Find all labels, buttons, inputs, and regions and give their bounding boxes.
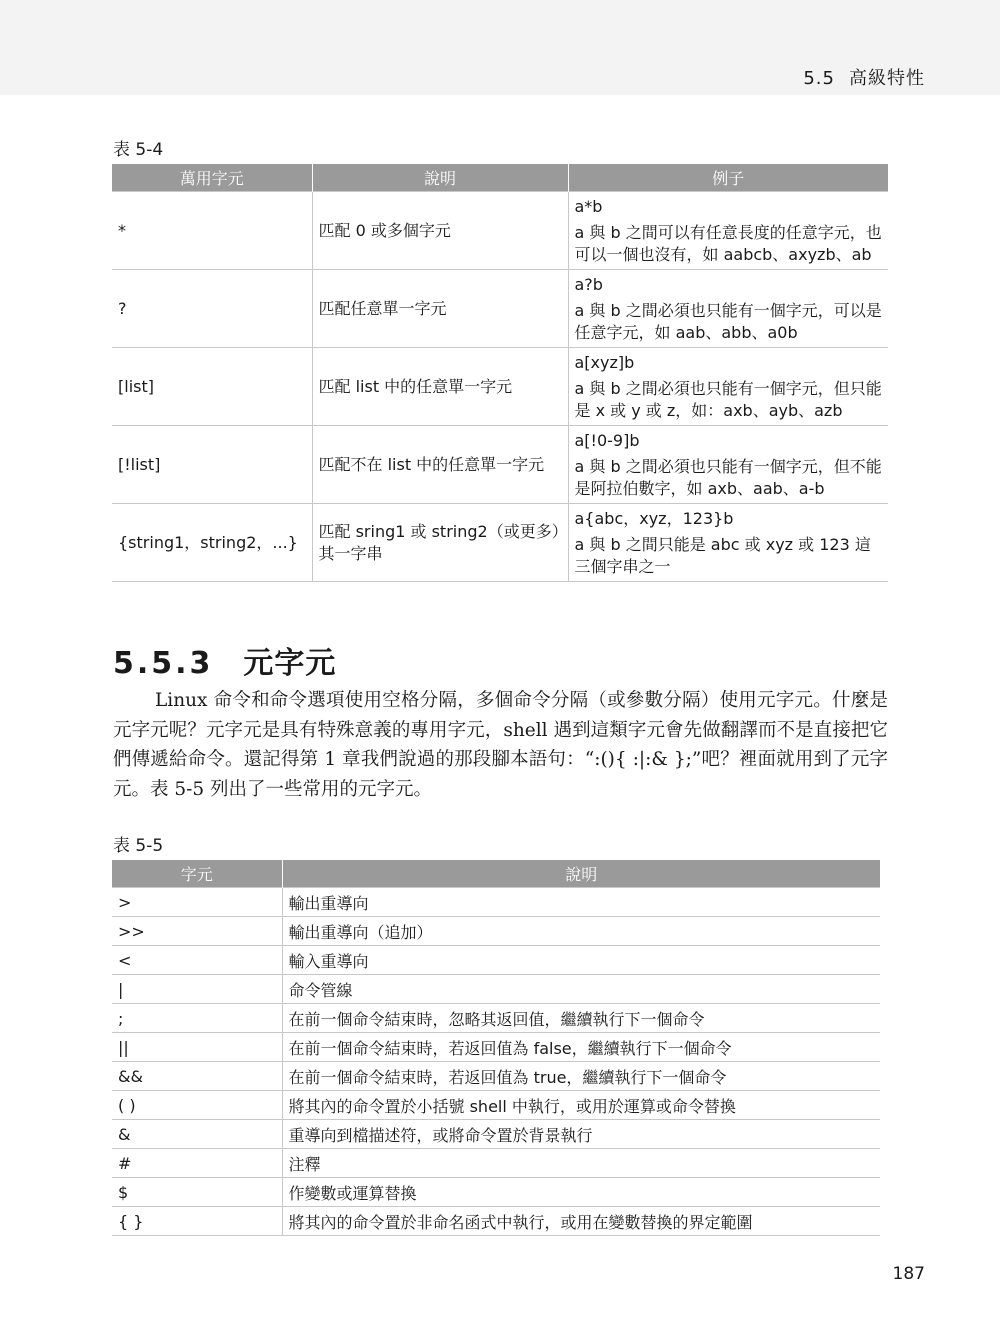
description-cell: 將其內的命令置於非命名函式中執行，或用在變數替換的界定範圍 bbox=[282, 1207, 880, 1236]
description-cell: 輸入重導向 bbox=[282, 946, 880, 975]
wildcard-cell: * bbox=[112, 192, 312, 270]
example-code: a[xyz]b bbox=[574, 352, 635, 372]
table-row bbox=[112, 426, 888, 504]
example-code: a?b bbox=[574, 274, 603, 294]
wildcard-cell: [!list] bbox=[112, 426, 312, 504]
char-cell: { } bbox=[112, 1207, 282, 1236]
description-cell: 輸出重導向 bbox=[282, 888, 880, 917]
example-cell bbox=[568, 426, 888, 504]
body-paragraph: Linux 命令和命令選項使用空格分隔，多個命令分隔（或參數分隔）使用元字元。什麼是元字元呢？元字元是具有特殊意義的專用字元，shell 遇到這類字元會先做翻譯而不是直接把它們傳遞給命令。還記得第 1 章我們說過的那段腳本語句：“:(){ :|:& };”吧？裡面就用到了元字元。表 5-5 列出了一些常用的元字元。 bbox=[113, 690, 888, 800]
metachar-table bbox=[112, 860, 880, 1236]
wildcard-cell: {string1，string2，...} bbox=[112, 504, 312, 582]
table-row bbox=[112, 192, 888, 270]
section-number: 5.5.3 bbox=[113, 646, 214, 681]
example-text: a 與 b 之間必須也只能有一個字元，但不能是阿拉伯數字，如 axb、aab、a-b bbox=[574, 456, 882, 498]
char-cell: < bbox=[112, 946, 282, 975]
table-row bbox=[112, 1033, 880, 1062]
example-cell bbox=[568, 504, 888, 582]
table-row bbox=[112, 888, 880, 917]
char-cell: ( ) bbox=[112, 1091, 282, 1120]
char-cell: > bbox=[112, 888, 282, 917]
table-row bbox=[112, 1178, 880, 1207]
description-cell: 作變數或運算替換 bbox=[282, 1178, 880, 1207]
description-cell: 在前一個命令結束時，忽略其返回值，繼續執行下一個命令 bbox=[282, 1004, 880, 1033]
col-header-description: 說明 bbox=[282, 860, 880, 888]
wildcard-cell: [list] bbox=[112, 348, 312, 426]
col-header-char: 字元 bbox=[112, 860, 282, 888]
example-code: a{abc，xyz，123}b bbox=[574, 508, 734, 528]
example-text: a 與 b 之間只能是 abc 或 xyz 或 123 這三個字串之一 bbox=[574, 534, 871, 576]
section-title: 元字元 bbox=[243, 646, 337, 681]
section-heading bbox=[113, 638, 336, 682]
char-cell: >> bbox=[112, 917, 282, 946]
table-row bbox=[112, 975, 880, 1004]
running-head-title: 高級特性 bbox=[849, 68, 925, 89]
description-cell: 將其內的命令置於小括號 shell 中執行，或用於運算或命令替換 bbox=[282, 1091, 880, 1120]
table-header-row bbox=[112, 164, 888, 192]
description-cell: 在前一個命令結束時，若返回值為 true，繼續執行下一個命令 bbox=[282, 1062, 880, 1091]
example-cell bbox=[568, 348, 888, 426]
char-cell: | bbox=[112, 975, 282, 1004]
example-code: a[!0-9]b bbox=[574, 430, 640, 450]
table-row bbox=[112, 1004, 880, 1033]
col-header-description: 說明 bbox=[312, 164, 568, 192]
example-cell bbox=[568, 270, 888, 348]
page-number: 187 bbox=[892, 1264, 925, 1284]
example-code: a*b bbox=[574, 196, 603, 216]
description-cell: 命令管線 bbox=[282, 975, 880, 1004]
table-header-row bbox=[112, 860, 880, 888]
table-5-4-caption: 表 5-4 bbox=[113, 140, 164, 160]
char-cell: ; bbox=[112, 1004, 282, 1033]
table-row bbox=[112, 917, 880, 946]
col-header-example: 例子 bbox=[568, 164, 888, 192]
table-row bbox=[112, 1120, 880, 1149]
char-cell: && bbox=[112, 1062, 282, 1091]
table-row bbox=[112, 1091, 880, 1120]
description-cell: 匹配 list 中的任意單一字元 bbox=[312, 348, 568, 426]
description-cell: 輸出重導向（追加） bbox=[282, 917, 880, 946]
table-row bbox=[112, 270, 888, 348]
example-cell bbox=[568, 192, 888, 270]
char-cell: $ bbox=[112, 1178, 282, 1207]
col-header-wildcard: 萬用字元 bbox=[112, 164, 312, 192]
table-row bbox=[112, 1062, 880, 1091]
table-5-5-caption: 表 5-5 bbox=[113, 836, 164, 856]
wildcard-cell: ? bbox=[112, 270, 312, 348]
table-row bbox=[112, 1149, 880, 1178]
char-cell: # bbox=[112, 1149, 282, 1178]
example-text: a 與 b 之間必須也只能有一個字元，但只能是 x 或 y 或 z，如：axb、ayb、azb bbox=[574, 378, 882, 420]
running-head-number: 5.5 bbox=[803, 68, 835, 89]
table-row bbox=[112, 504, 888, 582]
running-head bbox=[803, 64, 925, 90]
example-text: a 與 b 之間必須也只能有一個字元，可以是任意字元，如 aab、abb、a0b bbox=[574, 300, 882, 342]
description-cell: 匹配 sring1 或 string2（或更多）其一字串 bbox=[312, 504, 568, 582]
table-row bbox=[112, 348, 888, 426]
wildcard-table bbox=[112, 164, 888, 582]
char-cell: & bbox=[112, 1120, 282, 1149]
char-cell: || bbox=[112, 1033, 282, 1062]
example-text: a 與 b 之間可以有任意長度的任意字元，也可以一個也沒有，如 aabcb、axyzb、ab bbox=[574, 222, 882, 264]
table-row bbox=[112, 946, 880, 975]
description-cell: 重導向到檔描述符，或將命令置於背景執行 bbox=[282, 1120, 880, 1149]
description-cell: 匹配 0 或多個字元 bbox=[312, 192, 568, 270]
description-cell: 注釋 bbox=[282, 1149, 880, 1178]
table-row bbox=[112, 1207, 880, 1236]
description-cell: 在前一個命令結束時，若返回值為 false，繼續執行下一個命令 bbox=[282, 1033, 880, 1062]
description-cell: 匹配任意單一字元 bbox=[312, 270, 568, 348]
description-cell: 匹配不在 list 中的任意單一字元 bbox=[312, 426, 568, 504]
